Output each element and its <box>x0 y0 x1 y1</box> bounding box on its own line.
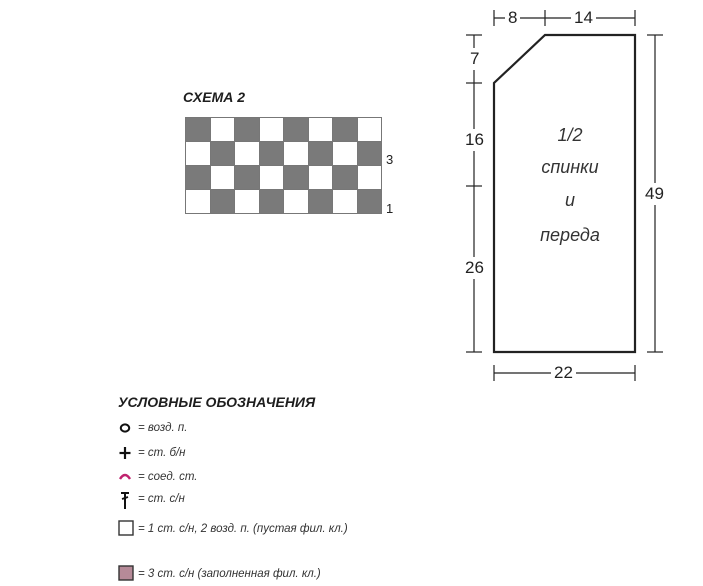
legend-item-filled-mesh: = 3 ст. с/н (заполненная фил. кл.) <box>118 565 321 583</box>
legend-item-chain: = возд. п. <box>118 419 187 437</box>
dim-shoulder: 7 <box>470 49 480 68</box>
chain-stitch-icon <box>118 419 134 435</box>
pattern-label-line-1: 1/2 <box>557 125 583 145</box>
filled-mesh-icon <box>118 565 134 581</box>
slip-stitch-icon <box>118 468 134 484</box>
scheme-title: СХЕМА 2 <box>183 89 246 105</box>
dim-top-left: 8 <box>505 8 520 28</box>
dim-body: 26 <box>465 258 484 277</box>
pattern-label-line-4: переда <box>540 225 600 245</box>
dim-armhole: 16 <box>465 130 484 149</box>
legend-item-empty-mesh: = 1 ст. с/н, 2 возд. п. (пустая фил. кл.) <box>118 520 398 538</box>
pattern-label-line-2: спинки <box>541 157 599 177</box>
single-crochet-icon <box>118 444 134 460</box>
row-number-3: 3 <box>386 152 394 167</box>
legend-title: УСЛОВНЫЕ ОБОЗНАЧЕНИЯ <box>118 394 316 410</box>
legend-item-double-crochet: = ст. с/н <box>118 490 185 510</box>
legend-item-slip-stitch: = соед. ст. <box>118 468 197 486</box>
legend-item-single-crochet: = ст. б/н <box>118 444 186 462</box>
row-number-1: 1 <box>386 201 394 216</box>
double-crochet-icon <box>118 490 134 510</box>
empty-mesh-icon <box>118 520 134 536</box>
dim-width: 22 <box>551 363 576 383</box>
pattern-label-line-3: и <box>564 190 575 210</box>
dim-top-right: 14 <box>571 8 596 28</box>
dim-height: 49 <box>645 184 664 203</box>
